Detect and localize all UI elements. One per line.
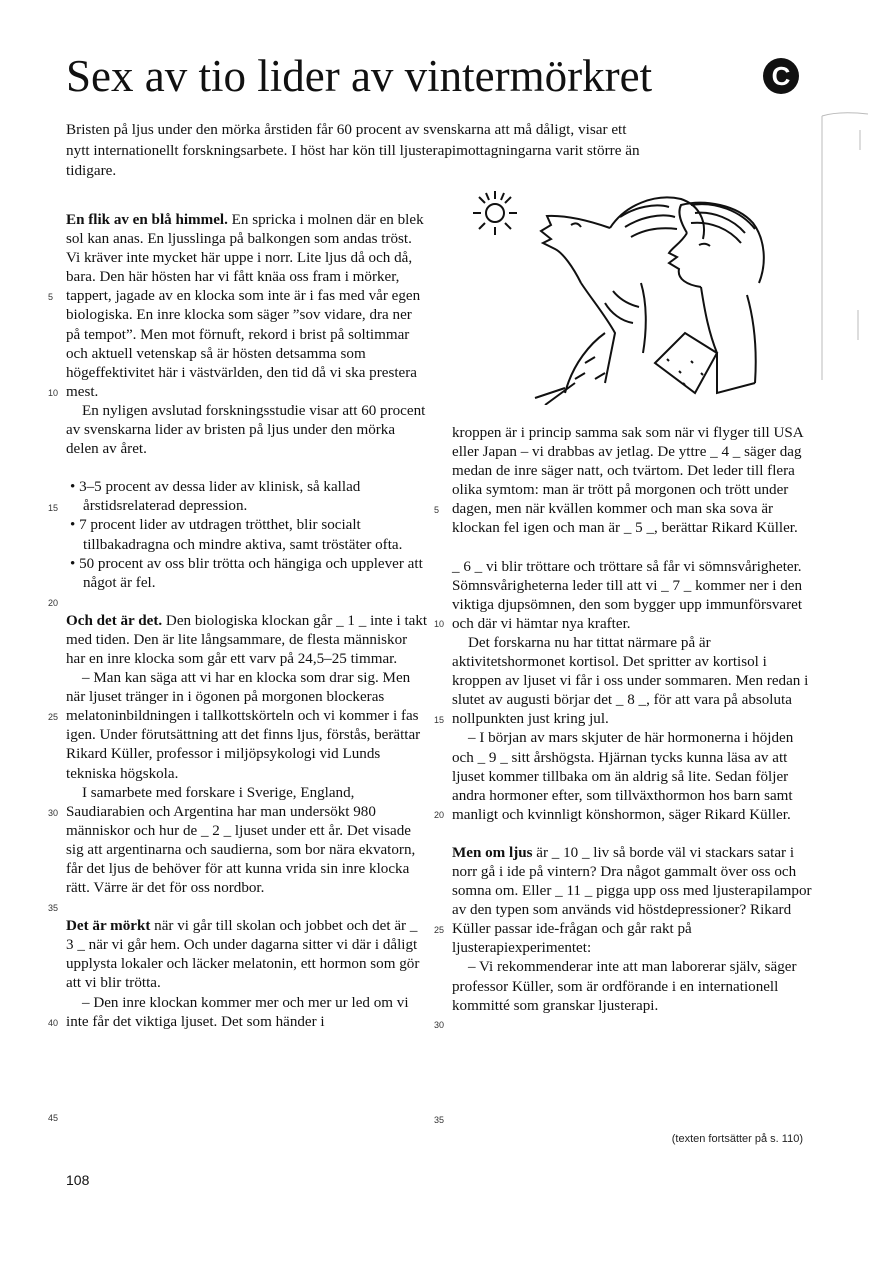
paragraph: Det forskarna nu har tittat närmare på är aktivitetshormonet kortisol. Det spritter av kortisol i kroppen av ljuset vi får i oss under sommaren. Men redan i slutet av augusti börjar det _ 8 _, för att vara på absoluta nollpunkten just kring jul.	[452, 634, 809, 728]
paragraph: – I början av mars skjuter de här hormonerna i höjden och _ 9 _ sitt årshögsta. Hjärnan tycks kunna läsa av att ljuset kommer tillbaka om än aldrig så lite. Sedan följer andra hormoner efter, som tillväxthormon hos barn samt manligt och kvinnligt könshormon, säger Rikard Küller.	[452, 730, 794, 823]
continue-note: (texten fortsätter på s. 110)	[671, 1133, 803, 1145]
line-number: 40	[48, 1018, 59, 1028]
paragraph-text: Den biologiska klockan går _ 1 _ inte i takt med tiden. Den är lite långsammare, de flesta människor har en inre klocka som går ett varv på 24,5–25 timmar.	[66, 612, 428, 667]
line-number: 10	[48, 388, 59, 398]
paragraph-lead: En flik av en blå himmel.	[66, 212, 228, 228]
paragraph	[66, 211, 428, 402]
paragraph: – Vi rekommenderar inte att man laborerar själv, säger professor Küller, som är ordförande i en internationell kommitté som granskar ljusterapi.	[452, 959, 797, 1014]
paragraph-lead: Och det är det.	[66, 612, 163, 629]
line-number: 45	[48, 1113, 59, 1123]
article-title: Sex av tio lider av vintermörkret	[66, 51, 653, 101]
paragraph-lead: Men om ljus	[452, 844, 533, 861]
sun-and-faces-illustration	[455, 183, 805, 405]
page-number: 108	[66, 1172, 90, 1188]
paragraph-text: är _ 10 _ liv så borde väl vi stackars satar i norr gå i ide på vintern? Dra något gammalt över oss och somna om. Eller _ 11 _ pigga upp oss med ljusterapilampor av den typen som används vid höstdepressioner? Rikard Küller passar ide-frågan och går rakt på ljusterapiexperimentet:	[452, 844, 812, 957]
paragraph-lead: Det är mörkt	[66, 918, 151, 935]
paragraph: _ 6 _ vi blir tröttare och tröttare så får vi sömnsvårigheter. Sömnsvårigheterna leder till att vi _ 7 _ kommer ner i den viktiga djupsömnen, den som bygger upp immunförsvaret och där vi hämtar nya krafter.	[452, 558, 803, 632]
line-number: 5	[48, 292, 54, 302]
woman-face-icon	[655, 203, 764, 393]
bullet-item: • 7 procent lider av utdragen trötthet, blir socialt tillbakadragna och mindre aktiva, samt tröstäter ofta.	[70, 517, 403, 553]
line-number: 5	[434, 505, 440, 515]
line-number: 20	[48, 598, 59, 608]
level-badge: C	[763, 58, 799, 94]
paragraph	[452, 844, 812, 959]
line-number: 30	[434, 1020, 445, 1030]
line-number: 25	[48, 712, 59, 722]
sun-icon	[473, 191, 517, 235]
scan-edge-artifact	[820, 110, 870, 390]
article-ingress: Bristen på ljus under den mörka årstiden får 60 procent av svenskarna att må dåligt, visar ett nytt internationellt forskningsarbete. I höst har kön till ljusterapimottagningarna varit större än tidigare.	[66, 121, 640, 179]
paragraph: I samarbete med forskare i Sverige, England, Saudiarabien och Argentina har man undersökt 980 människor och hur de _ 2 _ ljuset under ett år. Det visade sig att argentinarna och saudierna, som bor nära ekvatorn, får det ljus de behöver för att kunna vrida sin inre klocka rätt. Värre är det för oss nordbor.	[66, 784, 416, 897]
line-number: 35	[48, 903, 59, 913]
line-number: 15	[48, 503, 59, 513]
article-column-2	[434, 424, 812, 1125]
man-face-icon	[535, 197, 704, 405]
paragraph: kroppen är i princip samma sak som när vi flyger till USA eller Japan – vi drabbas av jetlag. De yttre _ 4 _ säger dag medan de inre säger natt, och tvärtom. Det leder till flera olika symtom: man är trött på morgonen och trött under dagen, men när kvällen kommer och man ska sova är klockan fel igen och man är _ 5 _, berättar Rikard Küller.	[452, 425, 803, 537]
bullet-item: • 50 procent av oss blir trötta och hängiga och upplever att något är fel.	[70, 555, 423, 591]
line-number: 25	[434, 925, 445, 935]
line-number: 15	[434, 715, 445, 725]
paragraph	[66, 917, 428, 993]
paragraph-text: när vi går till skolan och jobbet och det är _ 3 _ när vi går hem. Och under dagarna sitter vi där i dåligt upplysta lokaler och läcker melatonin, ett hormon som gör att vi blir trötta.	[66, 918, 420, 992]
paragraph	[66, 612, 428, 669]
paragraph: – Den inre klockan kommer mer och mer ur led om vi inte får det viktiga ljuset. Det som händer i	[66, 994, 409, 1030]
bullet-item: • 3–5 procent av dessa lider av klinisk, så kallad årstidsrelaterad depression.	[70, 479, 361, 515]
line-number: 35	[434, 1115, 445, 1125]
paragraph: En nyligen avslutad forskningsstudie visar att 60 procent av svenskarna lider av bristen på ljus under den mörka delen av året.	[66, 402, 426, 458]
line-number: 20	[434, 810, 445, 820]
line-number: 30	[48, 808, 59, 818]
article-column-1	[48, 211, 428, 1123]
paragraph-text: En spricka i molnen där en blek sol kan anas. En ljusslinga på balkongen som andas tröst. Vi kräver inte mycket här uppe i norr. Lite ljus då och då, bara. Den här hösten har vi fått knäa oss fram i mörker, tappert, jagade av en klocka som inte är i fas med vår egen biologiska. En inre klocka som säger ”sov vidare, dra ner på tempot”. Men mot förnuft, rekord i brist på soltimmar och aktuell vetenskap så är hösten detsamma som högeffektivitet här i västvärlden, den tid då vi ska prestera mest.	[66, 212, 424, 400]
paragraph: – Man kan säga att vi har en klocka som drar sig. Men när ljuset tränger in i ögonen på morgonen blockeras melatoninbildningen i tallkottskörteln och vi kommer i fas igen. Under förutsättning att det finns ljus, förstås, berättar Rikard Küller, professor i miljöpsykologi vid Lunds tekniska högskola.	[66, 670, 421, 782]
line-number: 10	[434, 619, 445, 629]
